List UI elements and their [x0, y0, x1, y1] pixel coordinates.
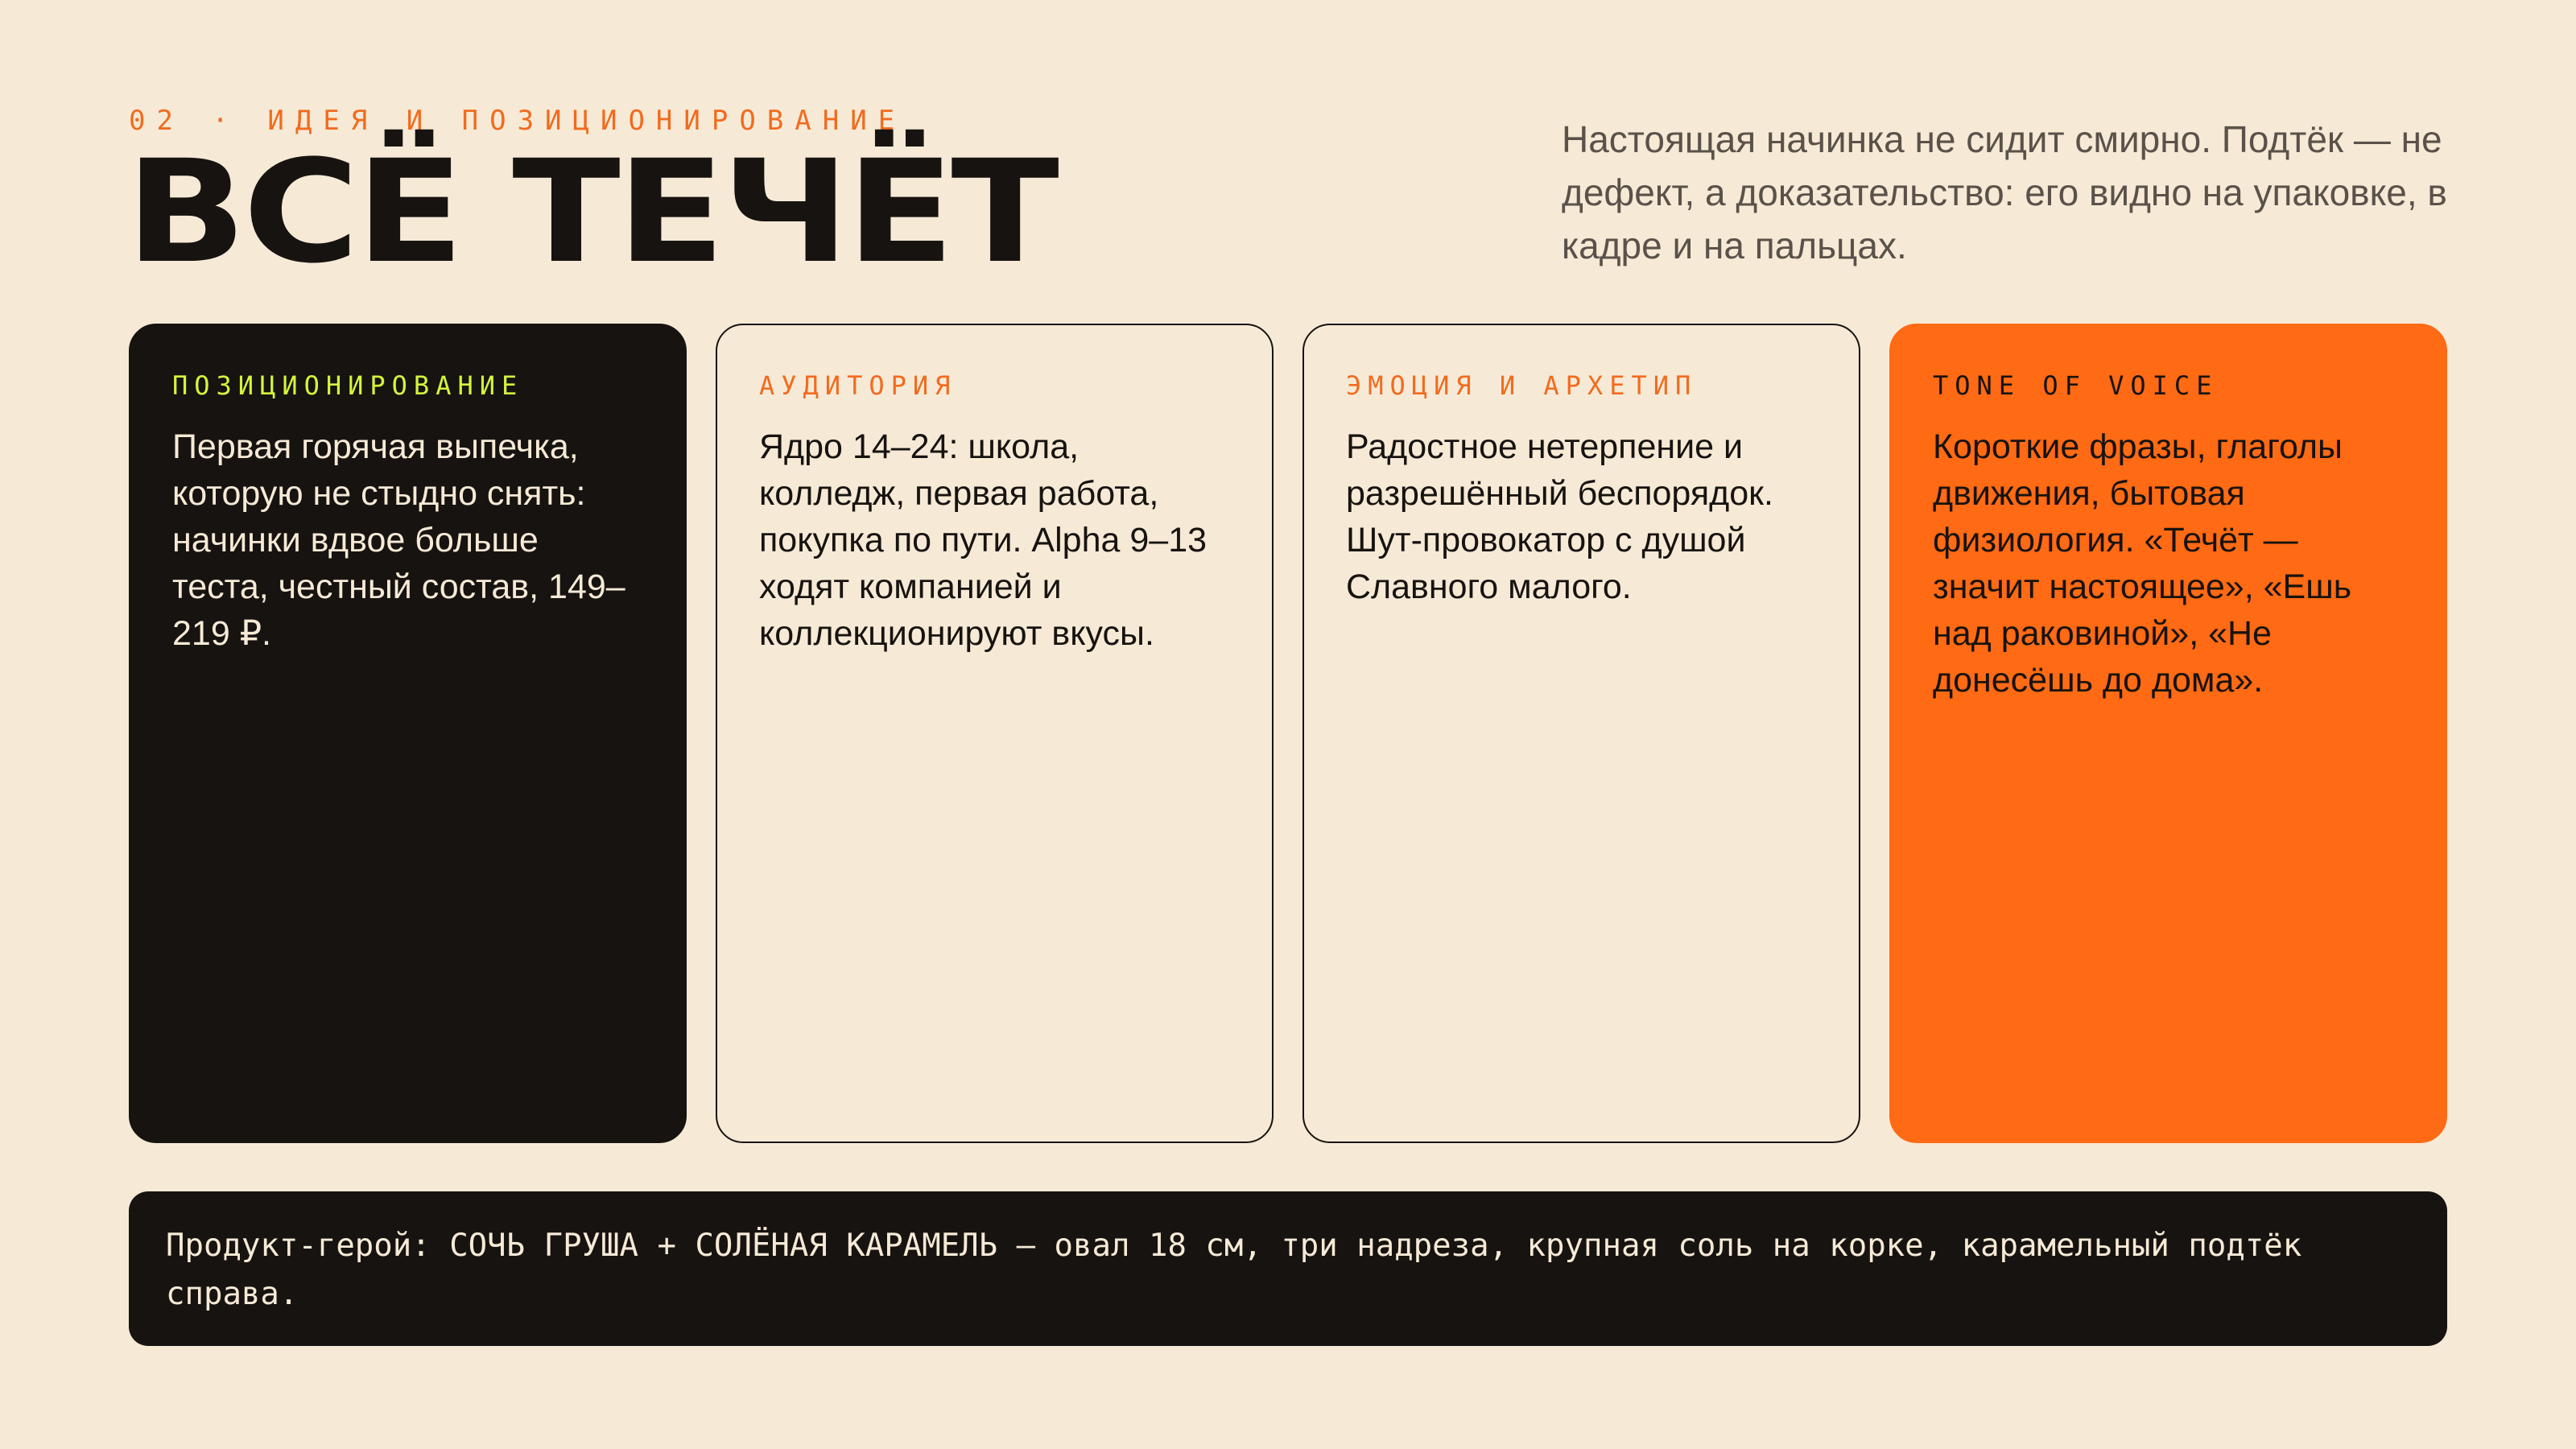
card-text: Первая горячая выпечка, которую не стыдно снять: начинки вдвое больше теста, честный состав, 149–219 ₽.	[172, 427, 625, 653]
card-positioning	[129, 324, 687, 1143]
card-text: Ядро 14–24: школа, колледж, первая работа, покупка по пути. Alpha 9–13 ходят компанией и коллекционируют вкусы.	[759, 427, 1208, 653]
section-eyebrow: 02 · ИДЕЯ И ПОЗИЦИОНИРОВАНИЕ	[129, 105, 906, 137]
hero-product-banner: Продукт-герой: СОЧЬ ГРУША + СОЛЁНАЯ КАРАМЕЛЬ — овал 18 см, три надреза, крупная соль на корке, карамельный подтёк справа.	[129, 1191, 2447, 1346]
card-emotion-archetype	[1302, 324, 1860, 1143]
lead-paragraph: Настоящая начинка не сидит смирно. Подтёк — не дефект, а доказательство: его видно на упаковке, в кадре и на пальцах.	[1562, 118, 2447, 266]
page-title: ВСЁ ТЕЧЁТ	[126, 130, 1056, 295]
card-text: Радостное нетерпение и разрешённый беспорядок. Шут-провокатор с душой Славного малого.	[1346, 427, 1773, 606]
card-tone-of-voice	[1889, 324, 2447, 1143]
card-label: АУДИТОРИЯ	[759, 370, 957, 401]
card-label: TONE OF VOICE	[1933, 370, 2219, 401]
cards-row	[129, 324, 2447, 1143]
card-label: ПОЗИЦИОНИРОВАНИЕ	[172, 370, 524, 401]
card-text: Короткие фразы, глаголы движения, бытовая физиология. «Течёт — значит настоящее», «Ешь над раковиной», «Не донесёшь до дома».	[1933, 427, 2352, 700]
card-label: ЭМОЦИЯ И АРХЕТИП	[1346, 370, 1698, 401]
card-audience	[716, 324, 1274, 1143]
